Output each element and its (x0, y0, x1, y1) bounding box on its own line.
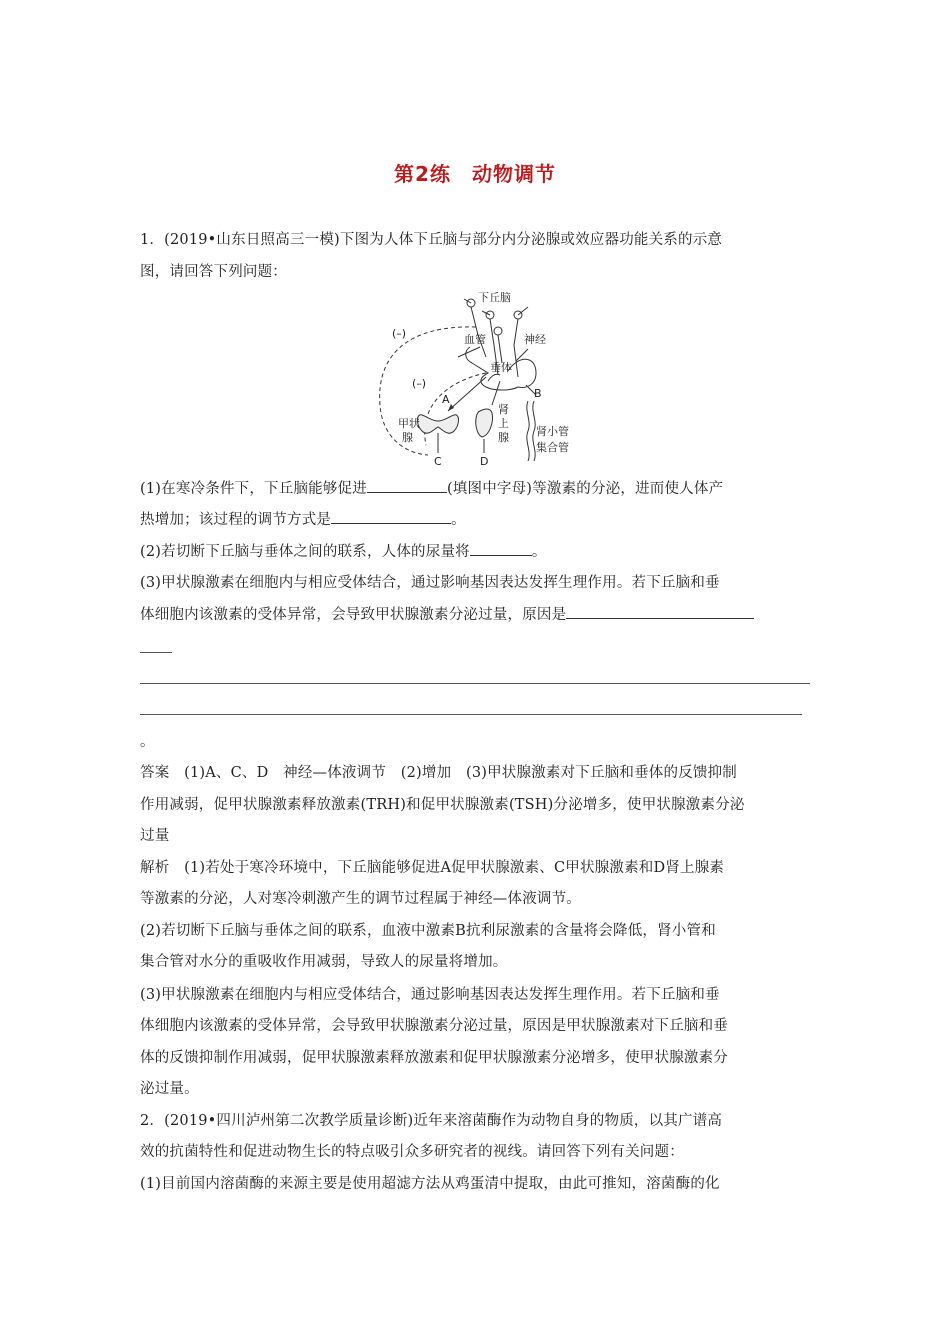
q2-stem-line1: 2．(2019•四川泸州第二次教学质量诊断)近年来溶菌酶作为动物自身的物质，以其广谱高 (140, 1113, 723, 1129)
q2-part1: (1)目前国内溶菌酶的来源主要是使用超滤方法从鸡蛋清中提取，由此可推知，溶菌酶的化 (140, 1176, 720, 1192)
label-hypothalamus: 下丘脑 (478, 291, 511, 304)
label-b: B (534, 387, 542, 400)
q1-answer-line2: 作用减弱，促甲状腺激素释放激素(TRH)和促甲状腺激素(TSH)分泌增多，使甲状腺激素分泌 (140, 797, 745, 813)
answer-rule-3[interactable] (140, 714, 802, 715)
q1-answer-line3: 过量 (140, 828, 170, 844)
q1-analysis-line5: (3)甲状腺激素在细胞内与相应受体结合，通过影响基因表达发挥生理作用。若下丘脑和垂 (140, 987, 720, 1003)
label-pituitary: 垂体 (490, 361, 512, 374)
feedback-arrow-pituitary (425, 373, 486, 445)
label-adrenal-2: 上 (498, 417, 509, 430)
label-d: D (480, 455, 489, 468)
q1-part3-end: 。 (140, 734, 155, 750)
label-nerve: 神经 (524, 333, 546, 346)
q1-analysis-line2: 等激素的分泌，人对寒冷刺激产生的调节过程属于神经—体液调节。 (140, 891, 581, 907)
label-tubule: 肾小管 (536, 425, 569, 438)
q1-analysis-line3: (2)若切断下丘脑与垂体之间的联系，血液中激素B抗利尿激素的含量将会降低，肾小管和 (140, 923, 716, 939)
hypothalamus-endocrine-diagram (368, 285, 588, 470)
adrenal-gland (476, 409, 493, 437)
q1-analysis-line7: 体的反馈抑制作用减弱，促甲状腺激素释放激素和促甲状腺激素分泌增多，使甲状腺激素分 (140, 1050, 728, 1066)
label-negative-1: (–) (392, 327, 407, 340)
q1-analysis-line4: 集合管对水分的重吸收作用减弱，导致人的尿量将增加。 (140, 954, 508, 970)
answer-blank-2[interactable] (331, 509, 451, 524)
label-a: A (442, 393, 450, 406)
label-thyroid-1: 甲状 (398, 417, 420, 430)
answer-blank-4[interactable] (566, 604, 754, 619)
q1-part2: (2)若切断下丘脑与垂体之间的联系，人体的尿量将 。 (140, 541, 812, 562)
label-vessel: 血管 (464, 333, 486, 346)
label-collecting-duct: 集合管 (536, 441, 569, 454)
feedback-arrow-hypothalamus (380, 327, 476, 455)
q1-analysis-line6: 体细胞内该激素的受体异常，会导致甲状腺激素分泌过量，原因是甲状腺激素对下丘脑和垂 (140, 1018, 728, 1034)
answer-rule-1[interactable] (140, 652, 172, 653)
collecting-duct (533, 401, 535, 461)
q1-answer-line1: 答案 (1)A、C、D 神经—体液调节 (2)增加 (3)甲状腺激素对下丘脑和垂体的反馈抑制 (140, 765, 738, 781)
q1-part3-line1: (3)甲状腺激素在细胞内与相应受体结合，通过影响基因表达发挥生理作用。若下丘脑和垂 (140, 575, 720, 591)
answer-blank-1[interactable] (367, 478, 447, 493)
arrow-adrenal (492, 381, 500, 405)
q1-stem-line2: 图，请回答下列问题： (140, 264, 287, 280)
q1-analysis-line1: 解析 (1)若处于寒冷环境中，下丘脑能够促进A促甲状腺激素、C甲状腺激素和D肾上腺素 (140, 860, 725, 876)
label-negative-2: (–) (412, 377, 427, 390)
label-thyroid-2: 腺 (402, 431, 413, 444)
renal-tubule (527, 401, 529, 461)
label-c: C (434, 455, 442, 468)
q1-part3-line2: 体细胞内该激素的受体异常，会导致甲状腺激素分泌过量，原因是 (140, 604, 812, 625)
q1-part1-line2: 热增加；该过程的调节方式是 。 (140, 509, 812, 530)
q1-analysis-line8: 泌过量。 (140, 1081, 199, 1097)
q1-part1-line1: (1)在寒冷条件下，下丘脑能够促进 (填图中字母)等激素的分泌，进而使人体产 (140, 478, 812, 499)
label-adrenal-3: 腺 (498, 431, 509, 444)
answer-blank-3[interactable] (470, 541, 532, 556)
label-adrenal-1: 肾 (498, 403, 509, 416)
thyroid-gland (418, 415, 459, 433)
answer-rule-2[interactable] (140, 683, 810, 684)
page-title: 第2练 动物调节 (394, 162, 556, 186)
q2-stem-line2: 效的抗菌特性和促进动物生长的特点吸引众多研究者的视线。请回答下列有关问题： (140, 1144, 684, 1160)
arrow-a (448, 377, 486, 411)
q1-stem-line1: 1．(2019•山东日照高三一模)下图为人体下丘脑与部分内分泌腺或效应器功能关系的示意 (140, 232, 723, 248)
